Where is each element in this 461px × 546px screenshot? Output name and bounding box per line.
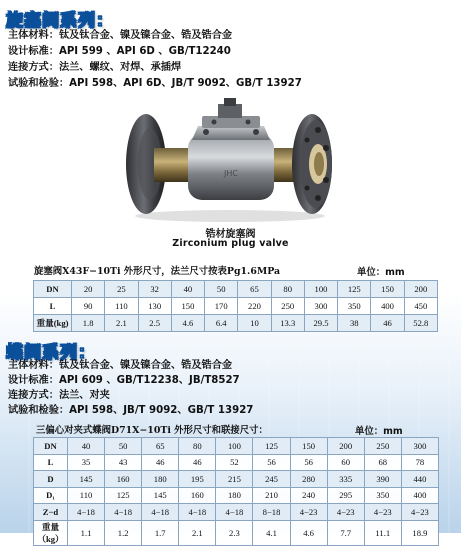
table-row <box>34 315 438 332</box>
table-cell: 80 <box>179 438 216 455</box>
table-cell: 68 <box>364 454 401 471</box>
spec-value: API 609 、GB/T12238、JB/T8527 <box>58 375 240 386</box>
row-label: 重量(kg) <box>34 315 72 332</box>
table-cell: 46 <box>142 454 179 471</box>
row-label: DN <box>34 438 68 455</box>
table-cell: 40 <box>171 281 204 298</box>
spec-line <box>8 373 240 388</box>
zirconium-plug-valve-image <box>118 96 343 224</box>
table-cell: 25 <box>105 281 138 298</box>
butterfly-valve-table-title: 三偏心对夹式蝶阀D71X−10Ti 外形尺寸和联接尺寸： <box>36 425 268 436</box>
spec-label: 主体材料： <box>8 360 59 371</box>
spec-label: 设计标准： <box>8 46 59 57</box>
row-label: 重量（kg） <box>34 520 68 545</box>
butterfly-valve-dimension-table <box>33 437 439 546</box>
spec-value: 法兰、对夹 <box>58 390 110 401</box>
table-cell: 6.4 <box>205 315 238 332</box>
table-cell: 4.6 <box>290 520 327 545</box>
table-cell: 4−18 <box>179 504 216 521</box>
table-row <box>34 438 439 455</box>
table-cell: 46 <box>371 315 404 332</box>
table-cell: 4−18 <box>142 504 179 521</box>
table-cell: 60 <box>327 454 364 471</box>
spec-label: 试验和检验： <box>8 78 70 89</box>
table-cell: 390 <box>364 471 401 488</box>
table-cell: 1.1 <box>68 520 105 545</box>
table-row <box>34 454 439 471</box>
table-cell: 1.7 <box>142 520 179 545</box>
table-cell: 250 <box>364 438 401 455</box>
spec-label: 主体材料： <box>8 30 59 41</box>
table-cell: 50 <box>105 438 142 455</box>
table-cell: 440 <box>401 471 438 488</box>
table-cell: 300 <box>304 298 337 315</box>
table-cell: 4−18 <box>105 504 142 521</box>
table-cell: 160 <box>179 487 216 504</box>
table-cell: 335 <box>327 471 364 488</box>
table-cell: 13.3 <box>271 315 304 332</box>
table-row <box>34 281 438 298</box>
table-cell: 2.1 <box>105 315 138 332</box>
table-cell: 11.1 <box>364 520 401 545</box>
table-cell: 110 <box>105 298 138 315</box>
row-label: D₁ <box>34 487 68 504</box>
table-cell: 2.1 <box>179 520 216 545</box>
table-cell: 1.2 <box>105 520 142 545</box>
butterfly-valve-table-unit: 单位：mm <box>355 426 403 437</box>
spec-line <box>8 60 181 75</box>
row-label: Z−d <box>34 504 68 521</box>
table-cell: 18.9 <box>401 520 438 545</box>
table-cell: 46 <box>179 454 216 471</box>
table-cell: 80 <box>271 281 304 298</box>
spec-label: 连接方式： <box>8 62 59 73</box>
table-cell: 180 <box>216 487 253 504</box>
row-label: L <box>34 298 72 315</box>
table-cell: 4−23 <box>290 504 327 521</box>
spec-value: 钛及钛合金、镍及镍合金、锆及锆合金 <box>58 360 233 371</box>
table-cell: 65 <box>238 281 271 298</box>
plug-valve-section-title: 旋塞阀系列： <box>6 11 114 31</box>
row-label: L <box>34 454 68 471</box>
spec-value: API 598、JB/T 9092、GB/T 13927 <box>69 405 254 416</box>
table-cell: 125 <box>105 487 142 504</box>
table-cell: 240 <box>290 487 327 504</box>
table-cell: 8−18 <box>253 504 290 521</box>
table-cell: 100 <box>304 281 337 298</box>
photo-caption-chinese: 锆材旋塞阀 <box>205 229 256 240</box>
spec-line <box>8 358 232 373</box>
table-cell: 56 <box>253 454 290 471</box>
spec-label: 连接方式： <box>8 390 59 401</box>
table-cell: 2.3 <box>216 520 253 545</box>
table-cell: 2.5 <box>138 315 171 332</box>
table-cell: 180 <box>142 471 179 488</box>
plug-valve-table-title: 旋塞阀X43F−10Ti 外形尺寸，法兰尺寸按表Pg1.6MPa <box>34 266 281 277</box>
table-cell: 350 <box>338 298 371 315</box>
table-row <box>34 471 439 488</box>
valve-brand-text: JHC <box>224 169 238 178</box>
butterfly-valve-section-title: 蝶阀系列： <box>6 343 96 363</box>
table-cell: 4−18 <box>68 504 105 521</box>
table-cell: 4.1 <box>253 520 290 545</box>
table-cell: 245 <box>253 471 290 488</box>
table-cell: 145 <box>68 471 105 488</box>
table-cell: 35 <box>68 454 105 471</box>
table-cell: 200 <box>404 281 437 298</box>
spec-line <box>8 76 302 91</box>
table-cell: 170 <box>205 298 238 315</box>
spec-line <box>8 388 110 403</box>
spec-value: API 599 、API 6D 、GB/T12240 <box>58 46 231 57</box>
table-row <box>34 504 439 521</box>
table-cell: 20 <box>72 281 105 298</box>
table-cell: 90 <box>72 298 105 315</box>
table-cell: 220 <box>238 298 271 315</box>
table-cell: 32 <box>138 281 171 298</box>
photo-caption-english: Zirconium plug valve <box>172 238 289 249</box>
table-cell: 215 <box>216 471 253 488</box>
spec-value: API 598、API 6D、JB/T 9092、GB/T 13927 <box>69 78 302 89</box>
table-cell: 150 <box>371 281 404 298</box>
table-cell: 150 <box>290 438 327 455</box>
spec-value: 钛及钛合金、镍及镍合金、锆及锆合金 <box>58 30 233 41</box>
table-cell: 300 <box>401 438 438 455</box>
table-cell: 78 <box>401 454 438 471</box>
table-cell: 250 <box>271 298 304 315</box>
table-cell: 210 <box>253 487 290 504</box>
table-cell: 450 <box>404 298 437 315</box>
table-cell: 400 <box>371 298 404 315</box>
table-cell: 350 <box>364 487 401 504</box>
table-cell: 29.5 <box>304 315 337 332</box>
table-cell: 125 <box>338 281 371 298</box>
table-cell: 10 <box>238 315 271 332</box>
table-cell: 200 <box>327 438 364 455</box>
table-cell: 50 <box>205 281 238 298</box>
table-cell: 160 <box>105 471 142 488</box>
table-cell: 43 <box>105 454 142 471</box>
table-cell: 38 <box>338 315 371 332</box>
spec-value: 法兰、螺纹、对焊、承插焊 <box>58 62 182 73</box>
table-cell: 280 <box>290 471 327 488</box>
table-cell: 145 <box>142 487 179 504</box>
row-label: DN <box>34 281 72 298</box>
table-cell: 4−23 <box>327 504 364 521</box>
table-row <box>34 487 439 504</box>
table-cell: 4.6 <box>171 315 204 332</box>
spec-line <box>8 44 231 59</box>
table-cell: 295 <box>327 487 364 504</box>
table-cell: 100 <box>216 438 253 455</box>
plug-valve-dimension-table <box>33 280 438 332</box>
table-cell: 4−23 <box>364 504 401 521</box>
table-cell: 125 <box>253 438 290 455</box>
table-cell: 110 <box>68 487 105 504</box>
table-cell: 4−18 <box>216 504 253 521</box>
table-cell: 52 <box>216 454 253 471</box>
table-cell: 4−23 <box>401 504 438 521</box>
table-cell: 130 <box>138 298 171 315</box>
spec-line <box>8 403 253 418</box>
table-cell: 56 <box>290 454 327 471</box>
table-cell: 195 <box>179 471 216 488</box>
table-cell: 400 <box>401 487 438 504</box>
spec-label: 试验和检验： <box>8 405 70 416</box>
spec-line <box>8 28 232 43</box>
plug-valve-table-unit: 单位：mm <box>357 267 405 278</box>
table-cell: 1.8 <box>72 315 105 332</box>
table-cell: 7.7 <box>327 520 364 545</box>
table-cell: 65 <box>142 438 179 455</box>
row-label: D <box>34 471 68 488</box>
table-cell: 52.8 <box>404 315 437 332</box>
table-row <box>34 298 438 315</box>
table-cell: 150 <box>171 298 204 315</box>
spec-label: 设计标准： <box>8 375 59 386</box>
table-cell: 40 <box>68 438 105 455</box>
